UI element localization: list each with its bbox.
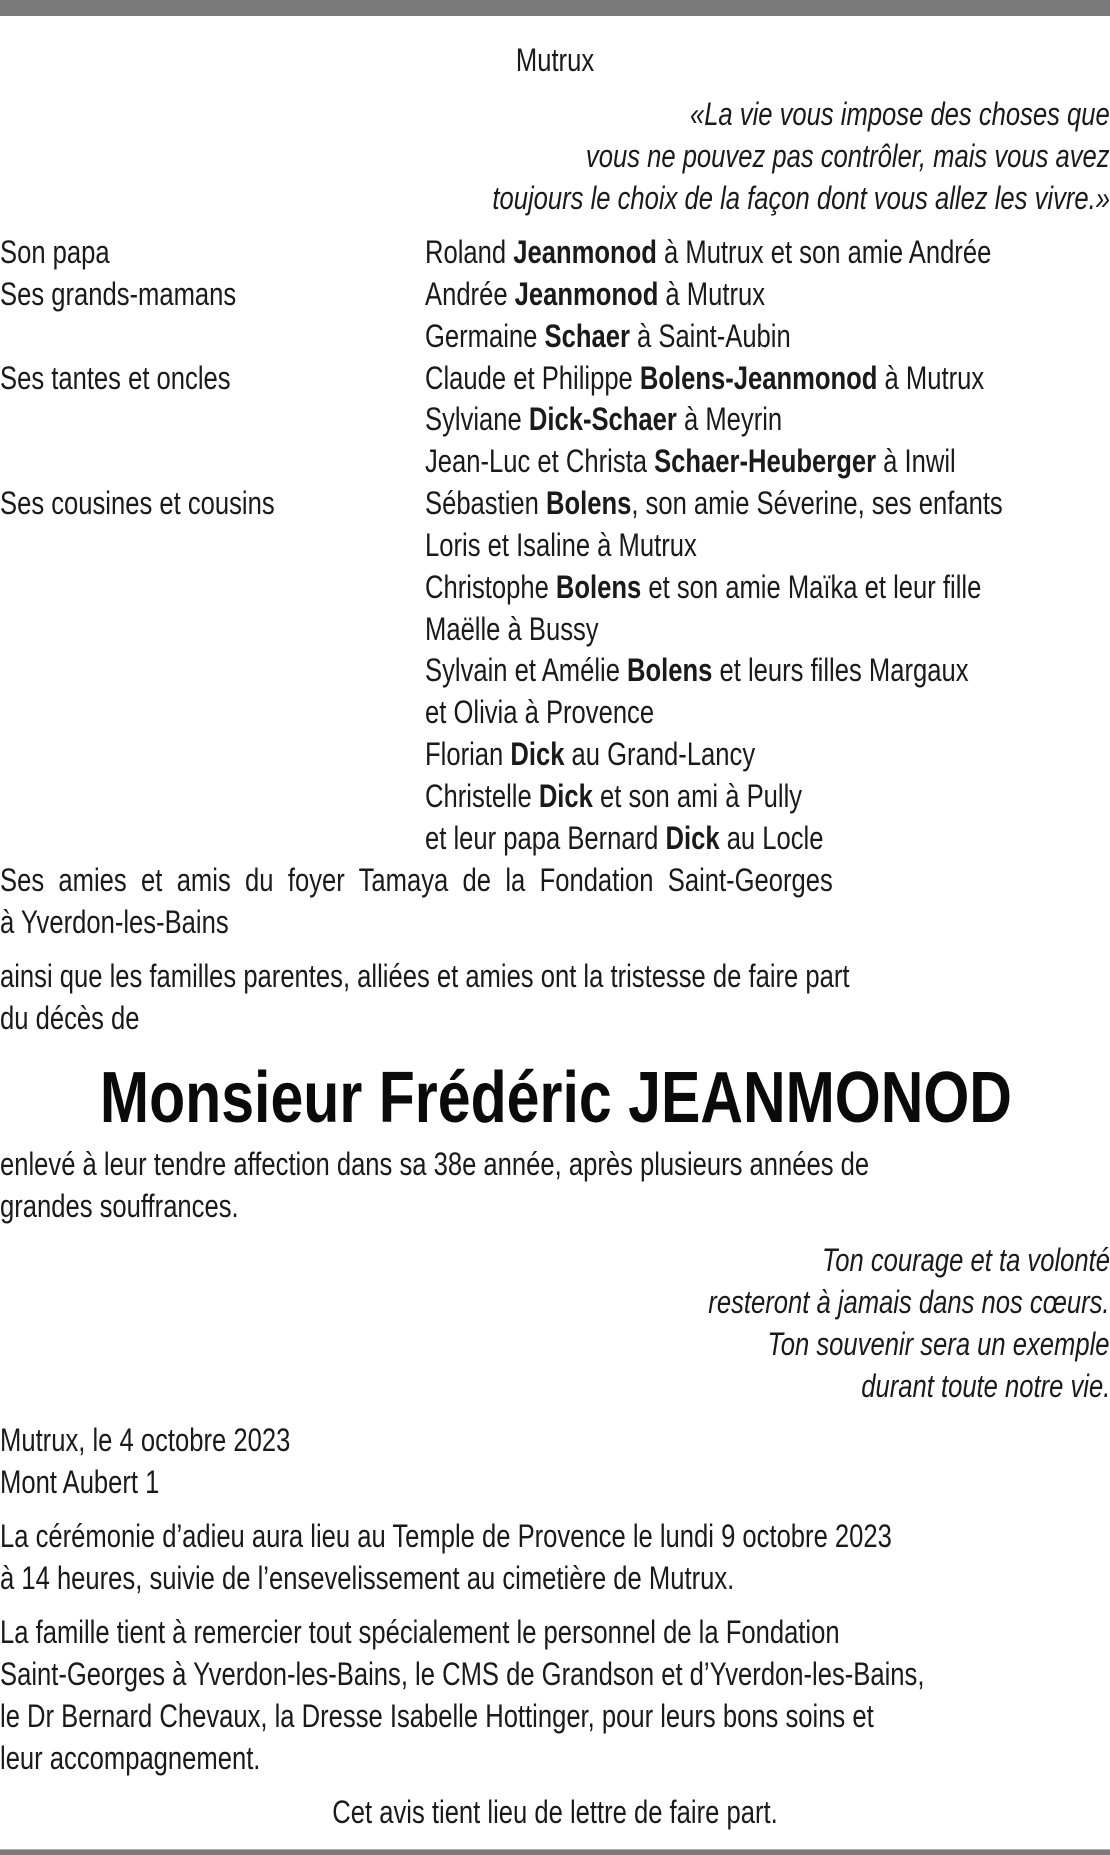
death-note-line: grandes souffrances.: [0, 1188, 239, 1224]
family-entry: Florian Dick au Grand-Lancy: [425, 736, 756, 772]
family-label: Son papa: [0, 234, 110, 270]
date-place: Mutrux, le 4 octobre 2023: [0, 1422, 291, 1458]
family-entry: Christelle Dick et son ami à Pully: [425, 778, 803, 814]
family-entry: Andrée Jeanmonod à Mutrux: [425, 276, 766, 312]
thanks-line: Saint-Georges à Yverdon-les-Bains, le CMS de Grandson et d’Yverdon-les-Bains,: [0, 1656, 925, 1692]
tribute-line: durant toute notre vie.: [860, 1368, 1110, 1404]
deceased-name: Monsieur Frédéric JEANMONOD: [99, 1058, 1012, 1138]
header-place: Mutrux: [515, 42, 595, 78]
announcement-line: du décès de: [0, 1000, 140, 1036]
thanks-line: leur accompagnement.: [0, 1740, 261, 1776]
family-label: Ses tantes et oncles: [0, 360, 231, 396]
family-entry: Loris et Isaline à Mutrux: [425, 527, 697, 563]
family-entry: Germaine Schaer à Saint-Aubin: [425, 318, 791, 354]
ceremony-line: à 14 heures, suivie de l’ensevelissement au cimetière de Mutrux.: [0, 1560, 735, 1596]
family-entry: Christophe Bolens et son amie Maïka et leur fille: [425, 569, 982, 605]
bottom-border: [0, 1849, 1110, 1855]
friends-line: Ses amies et amis du foyer Tamaya de la Fondation Saint-Georges: [0, 862, 833, 898]
thanks-line: le Dr Bernard Chevaux, la Dresse Isabelle Hottinger, pour leurs bons soins et: [0, 1698, 874, 1734]
epigraph-line: «La vie vous impose des choses que: [690, 96, 1110, 132]
family-entry: Claude et Philippe Bolens-Jeanmonod à Mutrux: [425, 360, 985, 396]
tribute-line: resteront à jamais dans nos cœurs.: [708, 1284, 1110, 1320]
tribute-line: Ton courage et ta volonté: [822, 1242, 1110, 1278]
announcement-line: ainsi que les familles parentes, alliées et amies ont la tristesse de faire part: [0, 958, 850, 994]
footer-note: Cet avis tient lieu de lettre de faire part.: [332, 1794, 778, 1830]
thanks-line: La famille tient à remercier tout spécialement le personnel de la Fondation: [0, 1614, 840, 1650]
family-label: Ses grands-mamans: [0, 276, 237, 312]
epigraph-line: toujours le choix de la façon dont vous allez les vivre.»: [492, 180, 1110, 216]
friends-line: à Yverdon-les-Bains: [0, 904, 229, 940]
tribute-line: Ton souvenir sera un exemple: [767, 1326, 1110, 1362]
death-note-line: enlevé à leur tendre affection dans sa 38e année, après plusieurs années de: [0, 1146, 870, 1182]
epigraph-line: vous ne pouvez pas contrôler, mais vous avez: [586, 138, 1110, 174]
family-entry: Roland Jeanmonod à Mutrux et son amie Andrée: [425, 234, 992, 270]
ceremony-line: La cérémonie d’adieu aura lieu au Temple de Provence le lundi 9 octobre 2023: [0, 1518, 892, 1554]
family-entry: Sylviane Dick-Schaer à Meyrin: [425, 401, 783, 437]
family-entry: Sébastien Bolens, son amie Séverine, ses enfants: [425, 485, 1003, 521]
family-entry: et Olivia à Provence: [425, 694, 655, 730]
family-entry: Maëlle à Bussy: [425, 611, 599, 647]
family-entry: Jean-Luc et Christa Schaer-Heuberger à Inwil: [425, 443, 956, 479]
family-label: Ses cousines et cousins: [0, 485, 275, 521]
family-entry: Sylvain et Amélie Bolens et leurs filles Margaux: [425, 652, 969, 688]
address: Mont Aubert 1: [0, 1464, 160, 1500]
top-border: [0, 0, 1110, 16]
family-entry: et leur papa Bernard Dick au Locle: [425, 820, 824, 856]
